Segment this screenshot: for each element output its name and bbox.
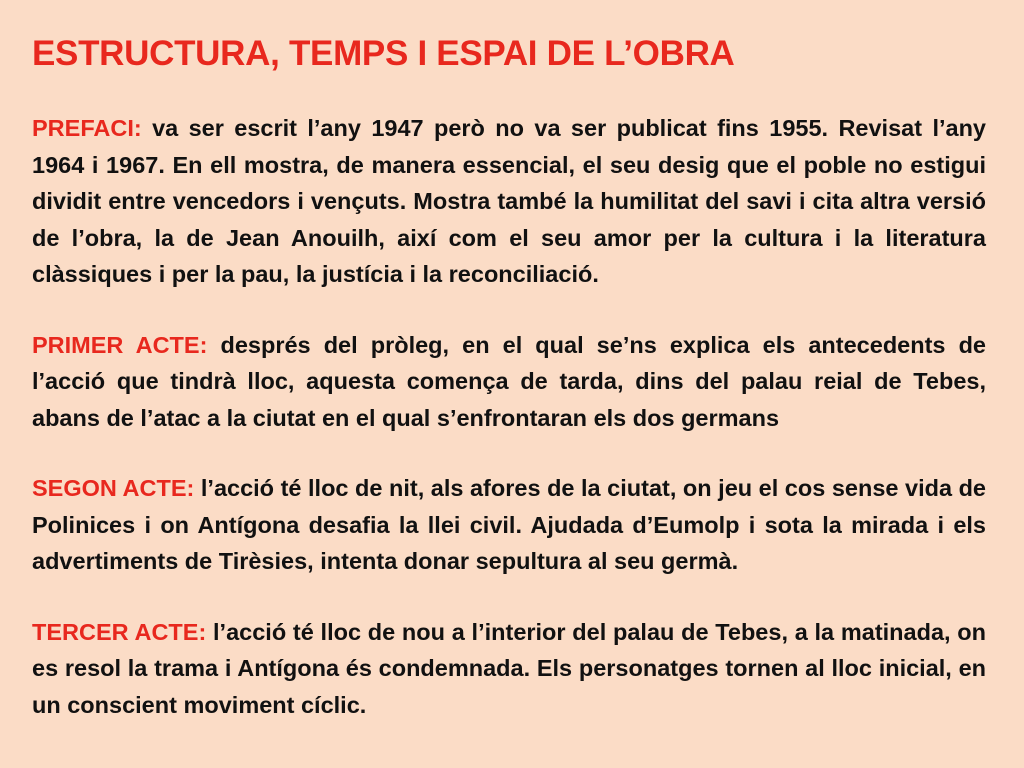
section-text: l’acció té lloc de nit, als afores de la ciutat, on jeu el cos sense vida de Polinices i on Antígona desafia la llei civil. Ajudada d’Eumolp i sota la mirada i els advertiments de Tirèsies, intenta donar sepultura al seu germà. bbox=[32, 475, 986, 574]
section-text: l’acció té lloc de nou a l’interior del palau de Tebes, a la matinada, on es resol la trama i Antígona és condemnada. Els personatges tornen al lloc inicial, en un conscient moviment cíclic. bbox=[32, 618, 986, 718]
section-label: SEGON ACTE: bbox=[32, 475, 195, 501]
section-prefaci bbox=[32, 110, 986, 293]
section-text: després del pròleg, en el qual se’ns explica els antecedents de l’acció que tindrà lloc, aquesta comença de tarda, dins del palau reial de Tebes, abans de l’atac a la ciutat en el qual s’enfrontaran els dos germans bbox=[32, 331, 986, 431]
section-label: TERCER ACTE: bbox=[32, 618, 207, 645]
section-segon-acte bbox=[32, 470, 986, 580]
section-label: PREFACI: bbox=[32, 115, 142, 141]
slide-title: ESTRUCTURA, TEMPS I ESPAI DE L’OBRA bbox=[32, 34, 735, 73]
section-primer-acte bbox=[32, 327, 986, 437]
section-tercer-acte bbox=[32, 614, 986, 724]
section-label: PRIMER ACTE: bbox=[32, 331, 208, 358]
section-text: va ser escrit l’any 1947 però no va ser publicat fins 1955. Revisat l’any 1964 i 1967. En ell mostra, de manera essencial, el seu desig que el poble no estigui dividit entre vencedors i vençuts. Mostra també la humilitat del savi i cita altra versió de l’obra, la de Jean Anouilh, així com el seu amor per la cultura i la literatura clàssiques i per la pau, la justícia i la reconciliació. bbox=[32, 115, 986, 287]
